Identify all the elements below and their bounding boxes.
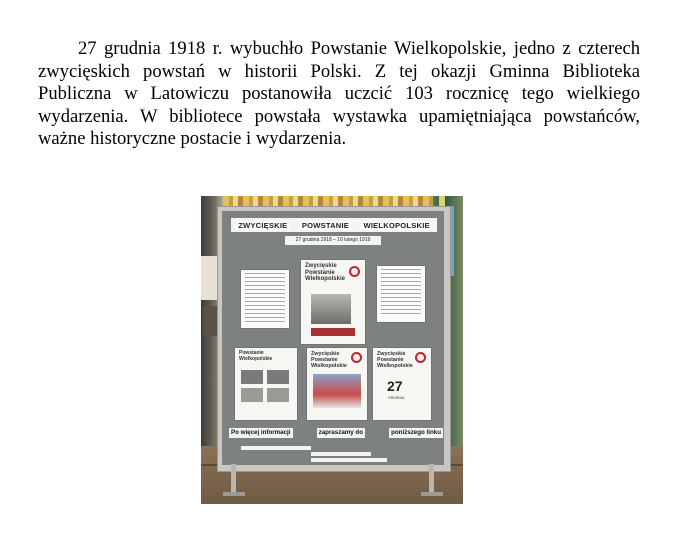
- poster-title: Zwycięskie Powstanie Wielkopolskie: [311, 351, 347, 369]
- link-strip: [311, 452, 371, 456]
- board-leg-right: [429, 464, 434, 494]
- poster-image: [311, 294, 351, 324]
- link-strip: [311, 458, 387, 462]
- poster-bottom-right: [373, 348, 431, 420]
- board-title-word: ZWYCIĘSKIE: [238, 220, 288, 230]
- info-bar: [229, 428, 443, 438]
- poster-title: Zwycięskie Powstanie Wielkopolskie: [305, 263, 345, 282]
- board-leg-left: [231, 464, 236, 494]
- exhibition-photo: [201, 196, 463, 504]
- board-title-word: WIELKOPOLSKIE: [363, 220, 430, 230]
- info-bar-text: poniższego linku: [391, 429, 441, 436]
- poster-bottom-left: [235, 348, 297, 420]
- link-strip: [241, 446, 311, 450]
- poster-image: [313, 374, 361, 408]
- poster-photo: [241, 370, 263, 384]
- poster-date-number: 27: [387, 378, 403, 394]
- poster-top-center: [301, 260, 365, 344]
- poster-logo-icon: [415, 352, 426, 363]
- poster-date-month: GRUDNIA: [388, 396, 405, 400]
- board-title-word: POWSTANIE: [301, 220, 350, 230]
- poster-photo: [241, 388, 263, 402]
- poster-title: Powstanie Wielkopolskie: [239, 350, 273, 362]
- poster-photo: [267, 370, 289, 384]
- info-bar-text: Po więcej informacji: [231, 429, 291, 436]
- body-paragraph: 27 grudnia 1918 r. wybuchło Powstanie Wielkopolskie, jedno z czterech zwycięskich powstań w historii Polski. Z tej okazji Gminna Biblioteka Publiczna w Latowiczu postanowiła uczcić 103 rocznicę tego wielkiego wydarzenia. W bibliotece powstała wystawka upamiętniająca powstańców, ważne historyczne postacie i wydarzenia.: [38, 38, 640, 150]
- poster-logo-icon: [351, 352, 362, 363]
- text-sheet-left: [241, 270, 289, 328]
- poster-photo: [267, 388, 289, 402]
- poster-logo-icon: [349, 266, 360, 277]
- poster-title: Zwycięskie Powstanie Wielkopolskie: [377, 351, 413, 369]
- poster-bottom-center: [307, 348, 367, 420]
- poster-stripe: [311, 328, 355, 336]
- board-dates: 27 grudnia 1918 – 16 lutego 1919: [285, 236, 381, 245]
- board-title: [231, 218, 437, 232]
- info-bar-text: zapraszamy do: [318, 429, 363, 436]
- board-foot-left: [223, 492, 245, 496]
- text-sheet-right: [377, 266, 425, 322]
- board-foot-right: [421, 492, 443, 496]
